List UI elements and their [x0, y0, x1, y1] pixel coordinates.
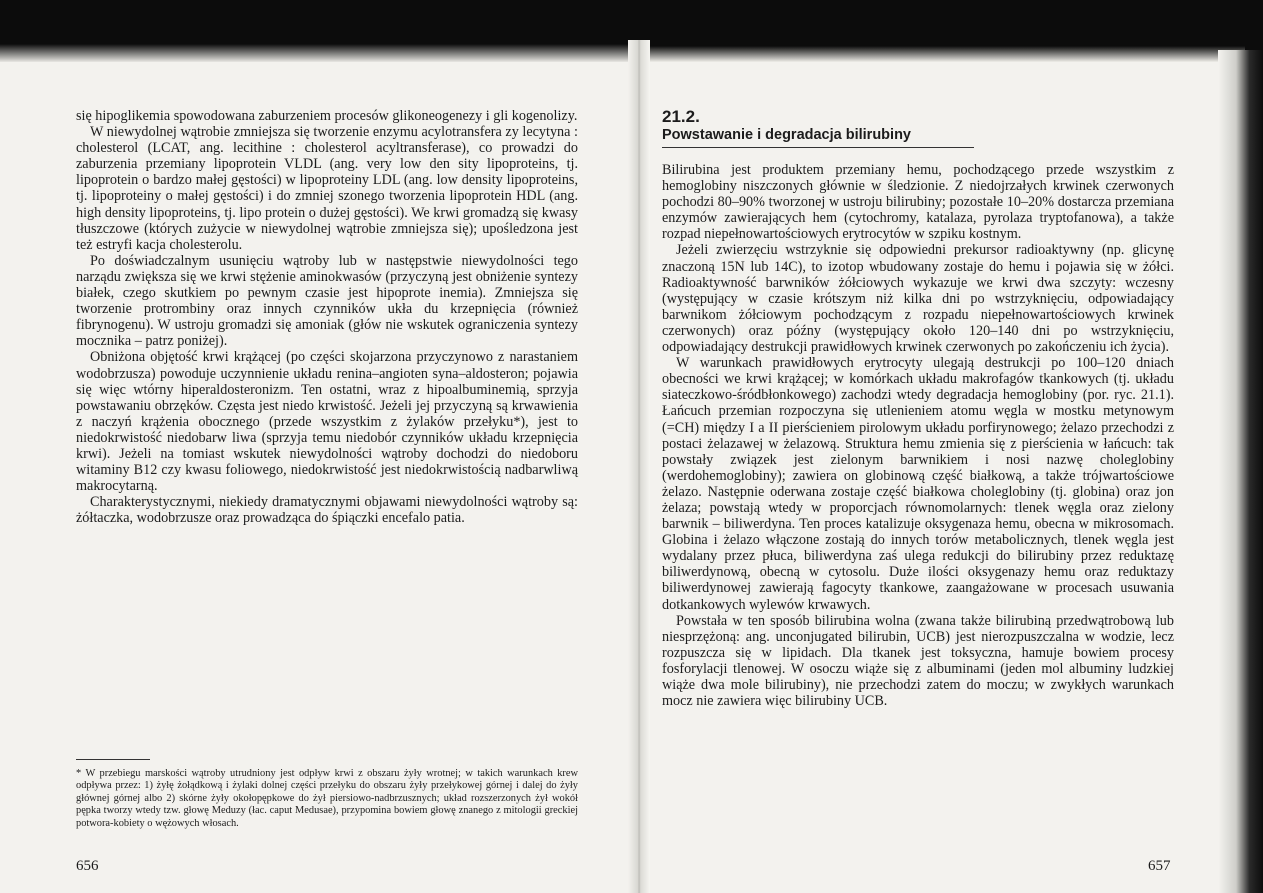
- section-title: Powstawanie i degradacja bilirubiny: [662, 126, 974, 148]
- right-paragraph-1: Bilirubina jest produktem przemiany hemu, pochodzącego przede wszystkim z hemoglobiny niszczonych głównie w śledzionie. Z niedojrzałych krwinek czerwonych pochodzi 80–90% tworzonej w ustroju bilirubiny; pozostałe 10–20% dostarcza przemiana enzymów zawierających hem (cytochromy, katalaza, pyrolaza tryptofanowa), a także rozpad niepełnowartościowych erytrocytów w szpiku kostnym.: [662, 162, 1174, 243]
- scan-top-shadow-left-edge: [0, 44, 640, 62]
- book-gutter: [628, 40, 650, 893]
- right-paragraph-4: Powstała w ten sposób bilirubina wolna (zwana także bilirubiną przedwątrobową lub niesprzężoną: ang. unconjugated bilirubin, UCB) jest nierozpuszczalna w wodzie, lecz rozpuszcza się w lipidach. Dla tkanek jest toksyczna, hamuje bowiem procesy fosforylacji tlenowej. W osoczu wiąże się z albuminami (jeden mol albuminy ludzkiej wiąże dwa mole bilirubiny), nie przechodzi zatem do moczu; w zwykłych warunkach mocz nie zawiera więc bilirubiny UCB.: [662, 612, 1174, 710]
- right-paragraph-3: W warunkach prawidłowych erytrocyty ulegają destrukcji po 100–120 dniach obecności we krwi krążącej; w komórkach układu makrofagów tkankowych (tj. układu siateczkowo-śródbłonkowego) zachodzi wtedy degradacja hemoglobiny (por. ryc. 21.1). Łańcuch przemian rozpoczyna się utlenieniem atomu węgla w mostku metynowym (=CH) między I a II pierścieniem pirolowym układu porfirynowego; żelazo przechodzi z postaci żelazawej w żelazową. Struktura hemu zmienia się z pierścienia w łańcuch: tak powstały związek jest zielonym barwnikiem i nosi nazwę choleglobiny (werdohemoglobiny); zawiera on globinową część białkową, a także trójwartościowe żelazo. Następnie oderwana zostaje część białkowa choleglobiny (tj. globina) oraz jon żelaza; powstają wtedy w proporcjach równomolarnych: tlenek węgla oraz zielony barwnik – biliwerdyna. Ten proces katalizuje oksygenaza hemu, obecna w mikrosomach. Globina i żelazo włączone zostają do innych torów metabolicznych, tlenek węgla jest wydalany przez płuca, biliwerdyna zaś ulega redukcji do bilirubiny przez reduktazę biliwerdynową, obecną w cytosolu. Duże ilości oksygenazy hemu oraz reduktazy biliwerdynowej zawierają fagocyty tkankowe, zaangażowane w procesach usuwania dotkankowych wylewów krwawych.: [662, 355, 1174, 613]
- section-number: 21.2.: [662, 107, 700, 126]
- scan-top-shadow-right-edge: [645, 46, 1245, 62]
- left-page-text: [76, 108, 578, 526]
- page-number-left: 656: [76, 858, 99, 874]
- left-paragraph-4: Obniżona objętość krwi krążącej (po części skojarzona przyczynowo z narastaniem wodobrzusza) powoduje uczynnienie układu renina–angioten syna–aldosteron; pojawia się więc wtórny hiperaldosteronizm. Ten ostatni, wraz z hipoalbuminemią, sprzyja powstawaniu obrzęków. Częsta jest niedo krwistość. Jeżeli jej przyczyną są krwawienia z naczyń krążenia obocznego (przede wszystkim z żylaków przełyku*), jest to niedokrwistość niedobarw liwa (sprzyja temu niedobór czynników układu krzepnięcia krwi). Jeżeli na tomiast wskutek niewydolności wątroby dochodzi do niedoboru witaminy B12 czy kwasu foliowego, niedokrwistość jest niedokrwistością nadbarwliwą makrocytarną.: [76, 349, 578, 495]
- book-right-edge: [1218, 50, 1263, 893]
- footnote-rule: [76, 759, 150, 760]
- left-paragraph-1: się hipoglikemia spowodowana zaburzeniem procesów glikoneogenezy i gli kogenolizy.: [76, 108, 578, 124]
- right-page-text: [662, 162, 1174, 709]
- right-page: [662, 108, 1174, 709]
- footnote: * W przebiegu marskości wątroby utrudniony jest odpływ krwi z obszaru żyły wrotnej; w takich warunkach krew odpływa przez: 1) żyłę żołądkową i żylaki dolnej części przełyku do obszaru żyły przełykowej górnej i dalej do żyły głównej górnej albo 2) skórne żyły okołopępkowe do żył piersiowo-nadbrzusznych; układ rozszerzonych żył wokół pępka tworzy wtedy tzw. głowę Meduzy (łac. caput Medusae), przypomina bowiem głowę znanego z mitologii greckiej potwora-kobiety o wężowych włosach.: [76, 768, 578, 829]
- right-paragraph-2: Jeżeli zwierzęciu wstrzyknie się odpowiedni prekursor radioaktywny (np. glicynę znaczoną 15N lub 14C), to izotop wbudowany zostaje do hemu i pojawia się w żółci. Radioaktywność barwników żółciowych wykazuje we krwi dwa szczyty: wczesny (występujący w czasie krótszym niż kilka dni po wstrzyknięciu, odpowiadający barwnikom żółciowym pochodzącym z rozpadu niepełnowartościowych krwinek czerwonych) oraz późny (występujący około 120–140 dni po wstrzyknięciu, odpowiadający destrukcji prawidłowych krwinek czerwonych po zakończeniu ich życia).: [662, 242, 1174, 356]
- left-paragraph-3: Po doświadczalnym usunięciu wątroby lub w następstwie niewydolności tego narządu zwiększa się we krwi stężenie aminokwasów (przyczyną jest obniżenie syntezy białek, czego skutkiem po pewnym czasie jest hipoprote inemia). Zmniejsza się tworzenie protrombiny oraz innych czynników ukła du krzepnięcia (również fibrynogenu). W ustroju gromadzi się amoniak (głów nie wskutek ograniczenia syntezy mocznika – patrz poniżej).: [76, 252, 578, 350]
- left-paragraph-5: Charakterystycznymi, niekiedy dramatycznymi objawami niewydolności wątroby są: żółtaczka, wodobrzusze oraz prowadząca do śpiączki encefalo patia.: [76, 494, 578, 527]
- left-paragraph-2: W niewydolnej wątrobie zmniejsza się tworzenie enzymu acylotransfera zy lecytyna : cholesterol (LCAT, ang. lecithine : cholesterol acyltransferase), co prowadzi do zaburzenia przemiany lipoprotein VLDL (ang. very low den sity lipoproteins, tj. lipoprotein o bardzo małej gęstości) w lipoproteiny LDL (ang. low density lipoproteins, tj. lipoproteiny o małej gęstości) i do zmniej szonego tworzenia lipoprotein HDL (ang. high density lipoproteins, tj. lipo protein o dużej gęstości). We krwi gromadzą się kwasy tłuszczowe (których zużycie w niewydolnej wątrobie zmniejsza się); upośledzona jest też estryfi kacja cholesterolu.: [76, 124, 578, 253]
- page-number-right: 657: [1148, 858, 1171, 874]
